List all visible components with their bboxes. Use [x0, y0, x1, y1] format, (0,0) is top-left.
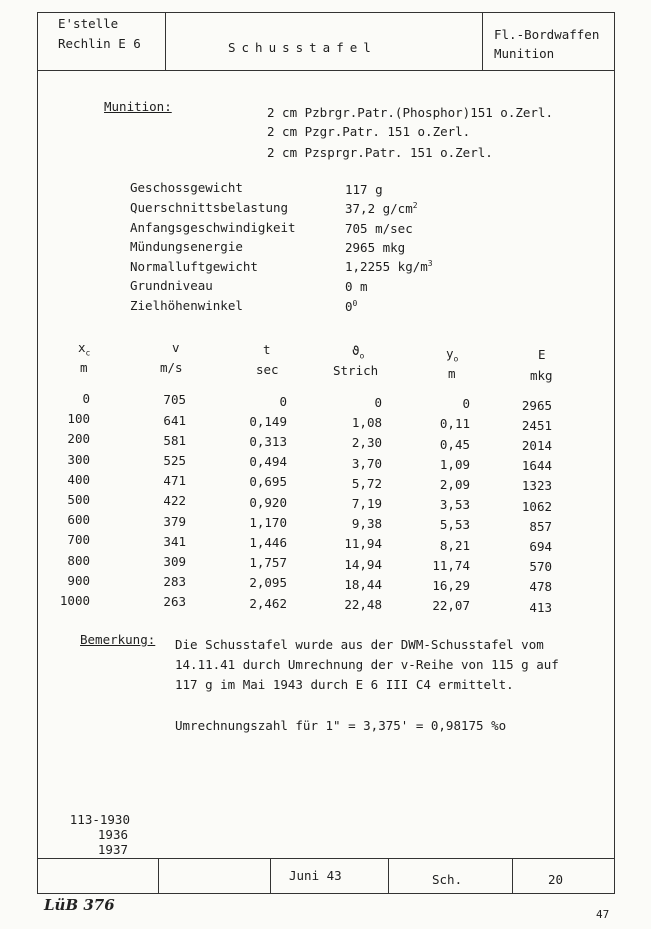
table-cell: 0 — [279, 394, 287, 409]
table-cell: 379 — [163, 514, 186, 529]
table-cell: 263 — [163, 594, 186, 609]
table-cell: 22,07 — [432, 598, 470, 613]
table-cell: 1,09 — [439, 457, 470, 472]
footer-date: Juni 43 — [289, 868, 342, 883]
table-cell: 3,53 — [439, 497, 470, 512]
table-cell: 22,48 — [344, 597, 382, 612]
col-header-unit: m — [80, 360, 88, 375]
table-cell: 1,446 — [249, 535, 287, 550]
table-cell: 341 — [163, 534, 186, 549]
table-cell: 2965 — [521, 398, 552, 413]
param-value: 37,2 $g/cm^2$ — [345, 201, 418, 217]
table-cell: 1000 — [59, 593, 90, 608]
footer-col-divider-2 — [270, 858, 271, 894]
table-cell: 300 — [67, 452, 90, 467]
col-header-symbol: $y_o$ — [446, 346, 459, 364]
table-cell: 800 — [67, 553, 90, 568]
col-header-symbol: v — [172, 340, 180, 355]
header-category-line1: Fl.-Bordwaffen — [494, 27, 600, 42]
table-cell: 478 — [529, 579, 552, 594]
table-cell: 0 — [462, 396, 470, 411]
conversion-formula: Umrechnungszahl für 1" = 3,375' = 0,98175 %o — [175, 718, 507, 733]
table-cell: 0,149 — [249, 414, 287, 429]
table-cell: 705 — [163, 392, 186, 407]
col-header-symbol: $x_c$ — [78, 340, 91, 358]
param-label: Geschossgewicht — [130, 180, 243, 195]
table-cell: 11,94 — [344, 536, 382, 551]
table-cell: 16,29 — [432, 578, 470, 593]
table-cell: 100 — [67, 411, 90, 426]
param-value: 2965 mkg — [345, 240, 406, 256]
munition-line-1: 2 cm Pzbrgr.Patr.(Phosphor)151 o.Zerl. — [267, 105, 553, 120]
reference-number: 1937 — [97, 842, 128, 857]
table-cell: 14,94 — [344, 557, 382, 572]
header-category-line2: Munition — [494, 46, 555, 61]
document-title: Schusstafel — [228, 40, 377, 55]
col-header-symbol: $ϑ_o$ — [352, 343, 365, 361]
header-col-divider-right — [482, 12, 483, 70]
param-label: Zielhöhenwinkel — [130, 298, 243, 313]
footer-page-number: 20 — [548, 872, 564, 887]
table-cell: 5,53 — [439, 517, 470, 532]
param-label: Anfangsgeschwindigkeit — [130, 220, 296, 235]
table-cell: 694 — [529, 539, 552, 554]
table-cell: 309 — [163, 554, 186, 569]
table-cell: 2,09 — [439, 477, 470, 492]
param-value: 117 g — [345, 182, 383, 198]
param-value: $0^0$ — [345, 299, 358, 315]
table-cell: 3,70 — [351, 456, 382, 471]
table-cell: 0,11 — [439, 416, 470, 431]
table-cell: 5,72 — [351, 476, 382, 491]
table-cell: 471 — [163, 473, 186, 488]
col-header-unit: m/s — [160, 360, 183, 375]
table-cell: 641 — [163, 413, 186, 428]
footer-col-divider-3 — [388, 858, 389, 894]
table-cell: 900 — [67, 573, 90, 588]
table-cell: 0,313 — [249, 434, 287, 449]
table-cell: 0 — [82, 391, 90, 406]
col-header-unit: m — [448, 366, 456, 381]
param-value: 0 m — [345, 279, 368, 295]
reference-number: 1936 — [97, 827, 128, 842]
col-header-unit: mkg — [530, 368, 553, 383]
header-office-line1: E'stelle — [58, 16, 119, 31]
table-cell: 283 — [163, 574, 186, 589]
table-cell: 422 — [163, 493, 186, 508]
table-cell: 11,74 — [432, 558, 470, 573]
table-cell: 500 — [67, 492, 90, 507]
param-value: 705 m/sec — [345, 221, 413, 237]
col-header-unit: Strich — [333, 363, 379, 378]
table-cell: 1,170 — [249, 515, 287, 530]
remark-line-2: 14.11.41 durch Umrechnung der v-Reihe von 115 g auf — [175, 657, 559, 672]
footer-sheet-label: Sch. — [432, 872, 463, 887]
reference-number: 113-1930 — [69, 812, 130, 827]
col-header-symbol: E — [538, 347, 546, 362]
table-cell: 0,494 — [249, 454, 287, 469]
table-cell: 525 — [163, 453, 186, 468]
table-cell: 857 — [529, 519, 552, 534]
header-office-line2: Rechlin E 6 — [58, 36, 141, 51]
table-cell: 0,695 — [249, 474, 287, 489]
param-label: Grundniveau — [130, 278, 213, 293]
param-label: Normalluftgewicht — [130, 259, 258, 274]
table-cell: 2,30 — [351, 435, 382, 450]
remark-line-1: Die Schusstafel wurde aus der DWM-Schusstafel vom — [175, 637, 544, 652]
table-cell: 1644 — [521, 458, 552, 473]
header-divider — [37, 70, 615, 71]
table-cell: 0,45 — [439, 437, 470, 452]
header-col-divider-left — [165, 12, 166, 70]
param-value: 1,2255 $kg/m^3$ — [345, 259, 433, 275]
table-cell: 2,095 — [249, 575, 287, 590]
remark-label: Bemerkung: — [80, 632, 156, 647]
param-label: Querschnittsbelastung — [130, 200, 289, 215]
table-cell: 1062 — [521, 499, 552, 514]
col-header-unit: sec — [256, 362, 279, 377]
table-cell: 413 — [529, 600, 552, 615]
table-cell: 8,21 — [439, 538, 470, 553]
col-header-symbol: t — [263, 342, 271, 357]
munition-line-2: 2 cm Pzgr.Patr. 151 o.Zerl. — [267, 124, 471, 139]
table-cell: 9,38 — [351, 516, 382, 531]
table-cell: 2451 — [521, 418, 552, 433]
table-cell: 1,08 — [351, 415, 382, 430]
stamp-number: 47 — [596, 908, 610, 921]
table-cell: 400 — [67, 472, 90, 487]
param-label: Mündungsenergie — [130, 239, 243, 254]
table-cell: 2014 — [521, 438, 552, 453]
footer-divider — [37, 858, 615, 859]
table-cell: 0,920 — [249, 495, 287, 510]
table-cell: 570 — [529, 559, 552, 574]
munition-label: Munition: — [104, 99, 172, 114]
remark-line-3: 117 g im Mai 1943 durch E 6 III C4 ermittelt. — [175, 677, 514, 692]
table-cell: 0 — [374, 395, 382, 410]
table-cell: 1323 — [521, 478, 552, 493]
handwritten-annotation: LüB 376 — [44, 896, 115, 914]
table-cell: 700 — [67, 532, 90, 547]
munition-line-3: 2 cm Pzsprgr.Patr. 151 o.Zerl. — [267, 145, 493, 160]
table-cell: 200 — [67, 431, 90, 446]
footer-col-divider-1 — [158, 858, 159, 894]
footer-col-divider-4 — [512, 858, 513, 894]
table-cell: 7,19 — [351, 496, 382, 511]
table-cell: 2,462 — [249, 596, 287, 611]
table-cell: 18,44 — [344, 577, 382, 592]
table-cell: 581 — [163, 433, 186, 448]
table-cell: 600 — [67, 512, 90, 527]
table-cell: 1,757 — [249, 555, 287, 570]
